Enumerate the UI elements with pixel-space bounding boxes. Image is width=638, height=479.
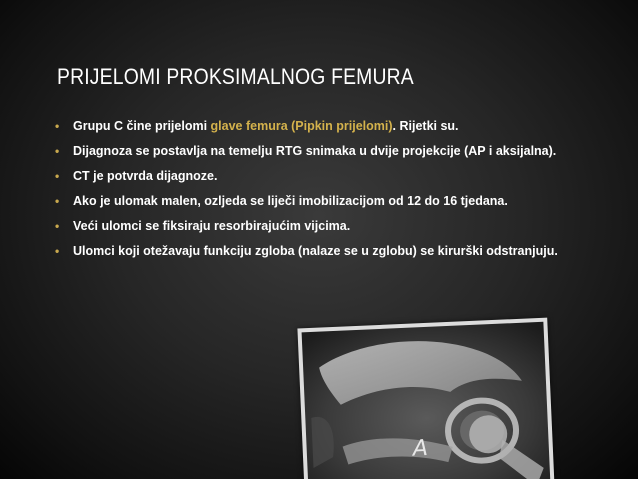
- bullet-item: [55, 217, 575, 235]
- bullet-text: Ulomci koji otežavaju funkciju zgloba (nalaze se u zglobu) se kirurški odstranjuju.: [73, 244, 558, 258]
- bullet-item: [55, 167, 575, 185]
- bullet-text: Veći ulomci se fiksiraju resorbirajućim vijcima.: [73, 219, 351, 233]
- bullet-list: [55, 117, 575, 267]
- bullet-icon: •: [55, 144, 60, 158]
- bullet-icon: •: [55, 194, 60, 208]
- bullet-item: [55, 242, 575, 260]
- bullet-icon: •: [55, 119, 60, 133]
- bullet-text: Dijagnoza se postavlja na temelju RTG snimaka u dvije projekcije (AP i aksijalna).: [73, 144, 557, 158]
- xray-image: [297, 318, 554, 479]
- bullet-icon: •: [55, 244, 60, 258]
- xray-marker-label: A: [412, 435, 429, 462]
- bullet-item: [55, 117, 575, 135]
- bullet-item: [55, 192, 575, 210]
- bullet-text-end: . Rijetki su.: [392, 119, 459, 133]
- highlighted-text: glave femura (Pipkin prijelomi): [210, 119, 393, 133]
- bullet-icon: •: [55, 169, 60, 183]
- bullet-text: Ako je ulomak malen, ozljeda se liječi imobilizacijom od 12 do 16 tjedana.: [73, 194, 508, 208]
- bullet-item: [55, 142, 575, 160]
- bullet-icon: •: [55, 219, 60, 233]
- slide-title: PRIJELOMI PROKSIMALNOG FEMURA: [57, 64, 414, 89]
- pelvis-xray-graphic: [297, 318, 554, 479]
- bullet-text: CT je potvrda dijagnoze.: [73, 169, 218, 183]
- bullet-text: Grupu C čine prijelomi: [73, 119, 211, 133]
